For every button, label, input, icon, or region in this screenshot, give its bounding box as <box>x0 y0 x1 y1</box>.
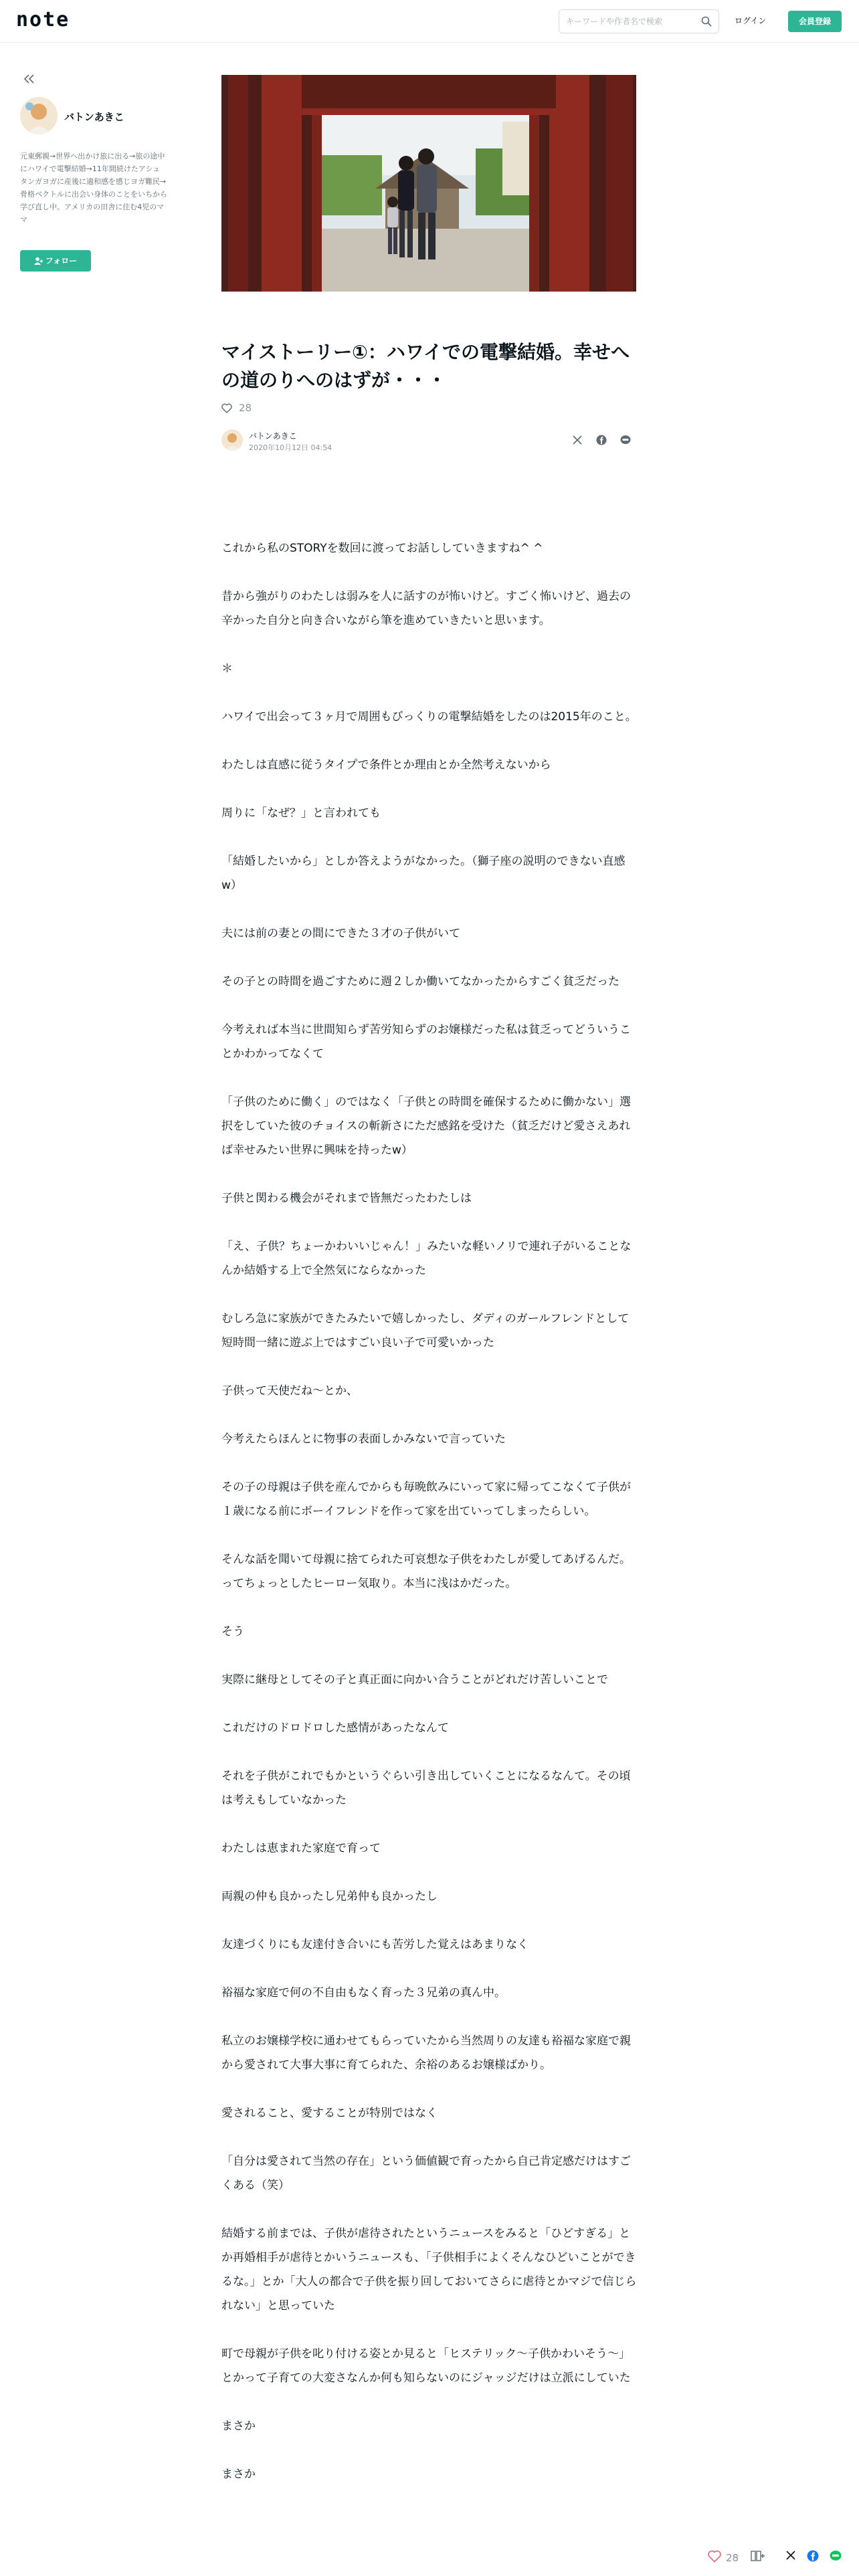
article-paragraph: これだけのドロドロした感情があったなんて <box>221 1721 449 1735</box>
article-paragraph: わたしは直感に従うタイプで条件とか理由とか全然考えないから <box>221 758 551 772</box>
article-paragraph: 結婚する前までは、子供が虐待されたというニュースをみると「ひどすぎる」とか再婚相手が虐待とかいうニュースも、「子供相手によくそんなひどいことができるな。」とか「大人の都合で子供を振り回しておいてさらに虐待とかマジで信じられない」と思っていた <box>221 2227 637 2313</box>
article-title: マイストーリー①：ハワイでの電撃結婚。幸せへの道のりへのはずが・・・ <box>221 341 630 391</box>
publish-date: 2020年10月12日 04:54 <box>249 443 332 452</box>
article-paragraph: 「え、子供？ちょーかわいいじゃん！」みたいな軽いノリで連れ子がいることなんか結婚する上で全然気にならなかった <box>221 1240 632 1277</box>
article-paragraph: 実際に継母としてその子と真正面に向かい合うことがどれだけ苦しいことで <box>221 1673 608 1687</box>
article-paragraph: 子供って天使だね〜とか、 <box>221 1384 358 1398</box>
article-paragraph: これから私のSTORYを数回に渡ってお話ししていきますね^ ^ <box>221 542 543 555</box>
search-icon[interactable] <box>701 16 712 27</box>
article-paragraph: 愛されること、愛することが特別ではなく <box>221 2107 438 2120</box>
x-logo-icon[interactable] <box>572 435 583 445</box>
magazine-add-icon[interactable] <box>751 2550 765 2562</box>
like-count: 28 <box>239 402 252 414</box>
article-paragraph: ＊ <box>221 662 233 675</box>
x-logo-icon[interactable] <box>785 2550 796 2561</box>
article-paragraph: 今考えれば本当に世間知らず苦労知らずのお嬢様だった私は貧乏ってどういうことかわかってなくて <box>221 1023 631 1061</box>
global-header <box>0 0 859 43</box>
search-box[interactable] <box>559 9 719 33</box>
article-paragraph: 昔から強がりのわたしは弱みを人に話すのが怖いけど。すごく怖いけど、過去の辛かった自分と向き合いながら筆を進めていきたいと思います。 <box>221 590 631 627</box>
article-paragraph: 「自分は愛されて当然の存在」という価値観で育ったから自己肯定感だけはすごくある（笑） <box>221 2155 631 2192</box>
article-paragraph: 両親の仲も良かったし兄弟仲も良かったし <box>221 1890 438 1903</box>
search-input[interactable] <box>559 10 693 33</box>
bottom-like-count: 28 <box>726 2552 739 2564</box>
article-body <box>221 536 640 2510</box>
article-paragraph: 私立のお嬢様学校に通わせてもらっていたから当然周りの友達も裕福な家庭で親から愛されて大事大事に育てられた、余裕のあるお嬢様ばかり。 <box>221 2034 631 2072</box>
article-paragraph: 周りに「なぜ？」と言われても <box>221 807 381 820</box>
author-avatar-small[interactable] <box>221 429 243 451</box>
article-paragraph: 子供と関わる機会がそれまで皆無だったわたしは <box>221 1192 472 1205</box>
line-icon[interactable] <box>620 435 631 445</box>
article-paragraph: 「結婚したいから」としか答えようがなかった。（獅子座の説明のできない直感w） <box>221 855 626 892</box>
article-paragraph: そんな話を聞いて母親に捨てられた可哀想な子供をわたしが愛してあげるんだ。ってちょっとしたヒーロー気取り。本当に浅はかだった。 <box>221 1553 631 1590</box>
facebook-icon[interactable] <box>596 435 607 445</box>
article-paragraph: その子の母親は子供を産んでからも毎晩飲みにいって家に帰ってこなくて子供が１歳になる前にボーイフレンドを作って家を出ていってしまったらしい。 <box>221 1481 631 1518</box>
article-paragraph: まさか <box>221 2468 256 2481</box>
article-paragraph: その子との時間を過ごすために週２しか働いてなかったからすごく貧乏だった <box>221 975 619 988</box>
author-bio: 元東郵親→世界へ出かけ旅に出る→旅の途中にハワイで電撃結婚→11年間続けたアシュタンガヨガに産後に適和感を感じヨガ難民→骨格ベクトルに出会い身体のことをいちから学び直し中。アメリカの田舎に住む4児のママ <box>20 152 167 224</box>
double-chevron-left-icon[interactable] <box>23 72 36 86</box>
article-paragraph: むしろ急に家族ができたみたいで嬉しかったし、ダディのガールフレンドとして短時間一緒に遊ぶ上ではすごい良い子で可愛いかった <box>221 1312 630 1350</box>
note-logo[interactable]: note <box>16 8 70 31</box>
article-paragraph: わたしは恵まれた家庭で育って <box>221 1842 381 1855</box>
article-paragraph: 町で母親が子供を叱り付ける姿とか見ると「ヒステリック〜子供かわいそう〜」とかって子育ての大変さなんか何も知らないのにジャッジだけは立派にしていた <box>221 2347 631 2385</box>
facebook-icon[interactable] <box>807 2550 819 2562</box>
article-paragraph: それを子供がこれでもかというぐらい引き出していくことになるなんて。その頃は考えもしていなかった <box>221 1769 631 1807</box>
article-paragraph: まさか <box>221 2420 256 2433</box>
article-paragraph: ハワイで出会って３ヶ月で周囲もびっくりの電撃結婚をしたのは2015年のこと。 <box>221 710 637 724</box>
article-paragraph: 「子供のために働く」のではなく「子供との時間を確保するために働かない」選択をしていた彼のチョイスの斬新さにただ感銘を受けた（貧乏だけど愛さえあれば幸せみたい世界に興味を持ったw） <box>221 1095 631 1157</box>
author-avatar[interactable] <box>20 97 58 134</box>
share-buttons <box>569 435 636 448</box>
article-paragraph: 今考えたらほんとに物事の表面しかみないで言っていた <box>221 1432 506 1446</box>
article-paragraph: 夫には前の妻との間にできた３才の子供がいて <box>221 927 460 940</box>
article-paragraph: 裕福な家庭で何の不自由もなく育った３兄弟の真ん中。 <box>221 1986 506 2000</box>
signup-button[interactable]: 会員登録 <box>788 11 842 32</box>
article-paragraph: 友達づくりにも友達付き合いにも苦労した覚えはあまりなく <box>221 1938 529 1951</box>
person-add-icon <box>34 257 43 265</box>
like-button[interactable] <box>221 402 252 414</box>
follow-label: フォロー <box>45 256 78 265</box>
heart-icon[interactable] <box>221 403 232 413</box>
line-icon[interactable] <box>830 2550 842 2562</box>
article-paragraph: そう <box>221 1625 244 1638</box>
author-name-small[interactable]: バトンあきこ <box>249 431 297 441</box>
hero-image <box>221 75 636 292</box>
heart-icon[interactable] <box>708 2550 721 2563</box>
follow-button[interactable] <box>20 250 91 272</box>
bottom-action-bar <box>702 2548 856 2568</box>
login-link[interactable]: ログイン <box>735 16 767 25</box>
author-name[interactable]: バトンあきこ <box>64 111 124 123</box>
